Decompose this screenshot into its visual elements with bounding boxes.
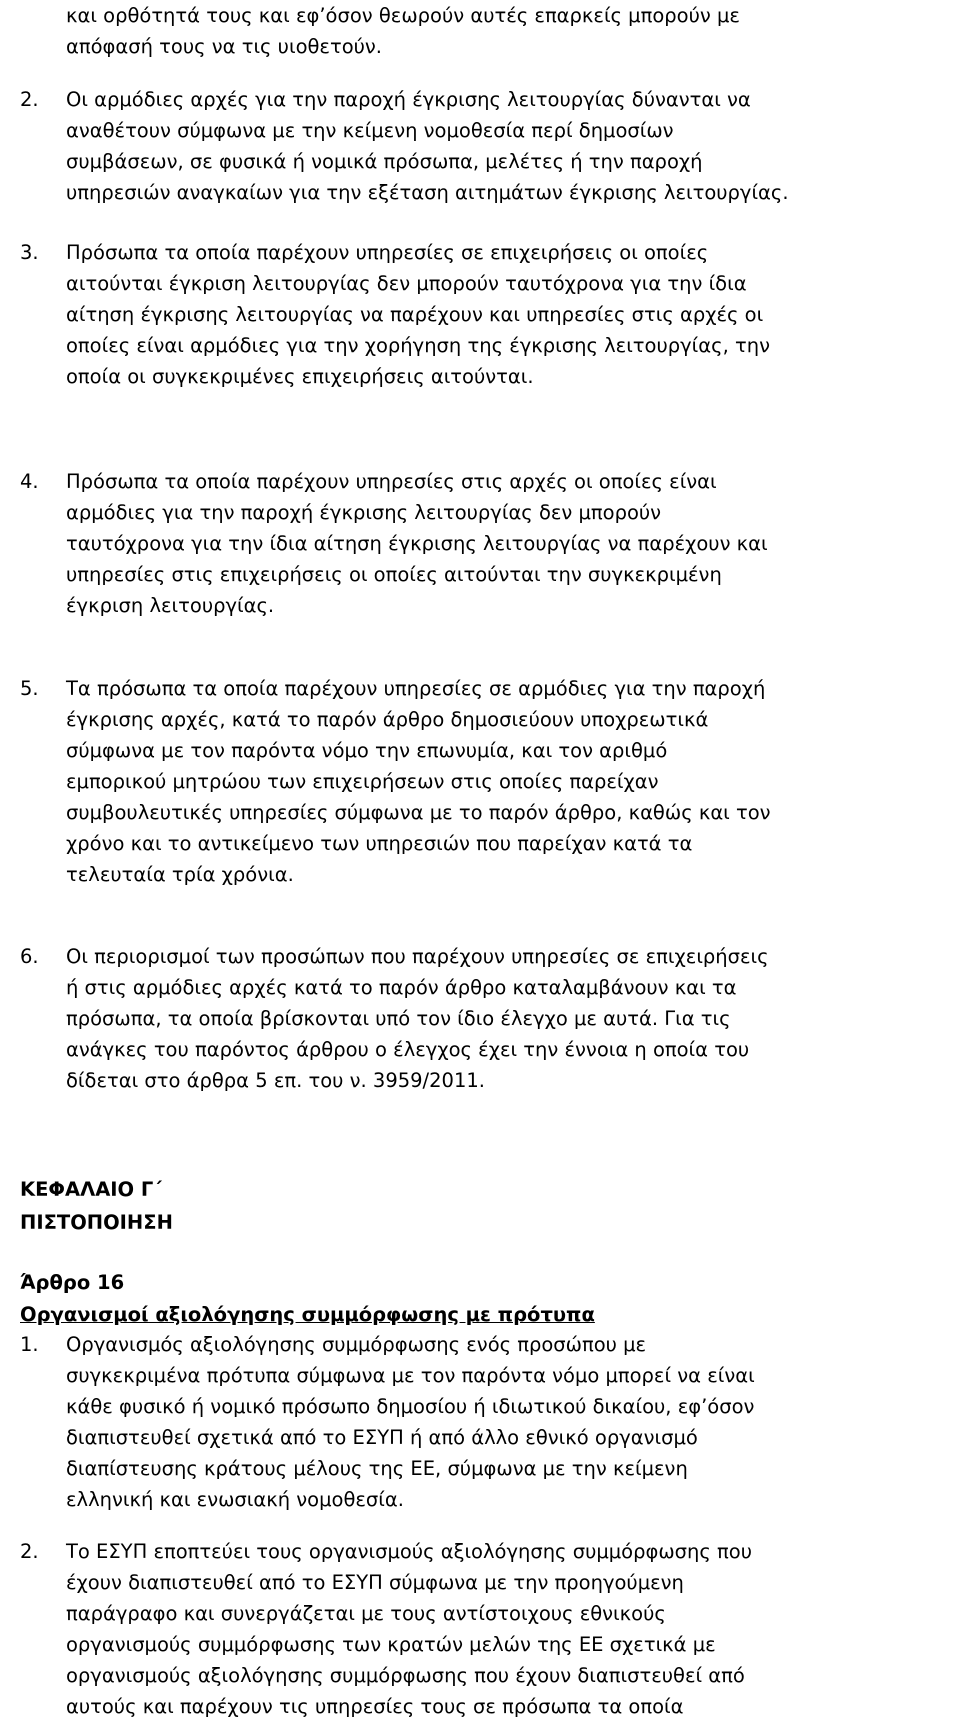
- paragraph-text: Οι αρμόδιες αρχές για την παροχή έγκρισης λειτουργίας δύνανται να αναθέτουν σύμφωνα με την κείμενη νομοθεσία περί δημοσίων συμβάσεων, σε φυσικά ή νομικά πρόσωπα, μελέτες ή την παροχή υπηρεσιών αναγκαίων για την εξέταση αιτημάτων έγκρισης λειτουργίας.: [66, 88, 789, 204]
- paragraph-text: Οι περιορισμοί των προσώπων που παρέχουν υπηρεσίες σε επιχειρήσεις ή στις αρμόδιες αρχές κατά το παρόν άρθρο καταλαμβάνουν και τα πρόσωπα, τα οποία βρίσκονται υπό τον ίδιο έλεγχο με αυτά. Για τις ανάγκες του παρόντος άρθρου ο έλεγχος έχει την έννοια η οποία του δίδεται στο άρθρα 5 επ. του ν. 3959/2011.: [66, 945, 769, 1092]
- paragraph-text: Το ΕΣΥΠ εποπτεύει τους οργανισμούς αξιολόγησης συμμόρφωσης που έχουν διαπιστευθεί από το ΕΣΥΠ σύμφωνα με την προηγούμενη παράγραφο και συνεργάζεται με τους αντίστοιχους εθνικούς οργανισμούς συμμόρφωσης των κρατών μελών της ΕΕ σχετικά με οργανισμούς αξιολόγησης συμμόρφωσης που έχουν διαπιστευθεί από αυτούς και παρέχουν τις υπηρεσίες τους σε πρόσωπα τα οποία: [66, 1540, 752, 1718]
- article-title: Οργανισμοί αξιολόγησης συμμόρφωσης με πρότυπα: [20, 1303, 595, 1326]
- paragraph-number: 4.: [20, 470, 39, 493]
- paragraph-number: 2.: [20, 1540, 39, 1563]
- paragraph-number: 6.: [20, 945, 39, 968]
- article-number: Άρθρο 16: [20, 1271, 125, 1294]
- paragraph-number: 2.: [20, 88, 39, 111]
- paragraph-number: 3.: [20, 241, 39, 264]
- chapter-subtitle: ΠΙΣΤΟΠΟΙΗΣΗ: [20, 1211, 173, 1234]
- paragraph-number: 1.: [20, 1333, 39, 1356]
- paragraph-text: Τα πρόσωπα τα οποία παρέχουν υπηρεσίες σε αρμόδιες για την παροχή έγκρισης αρχές, κατά το παρόν άρθρο δημοσιεύουν υποχρεωτικά σύμφωνα με τον παρόντα νόμο την επωνυμία, και τον αριθμό εμπορικού μητρώου των επιχειρήσεων στις οποίες παρείχαν συμβουλευτικές υπηρεσίες σύμφωνα με το παρόν άρθρο, καθώς και τον χρόνο και το αντικείμενο των υπηρεσιών που παρείχαν κατά τα τελευταία τρία χρόνια.: [66, 677, 771, 886]
- paragraph-text: Πρόσωπα τα οποία παρέχουν υπηρεσίες σε επιχειρήσεις οι οποίες αιτούνται έγκριση λειτουργίας δεν μπορούν ταυτόχρονα για την ίδια αίτηση έγκρισης λειτουργίας να παρέχουν και υπηρεσίες στις αρχές οι οποίες είναι αρμόδιες για την χορήγηση της έγκρισης λειτουργίας, την οποία οι συγκεκριμένες επιχειρήσεις αιτούνται.: [66, 241, 770, 388]
- paragraph-number: 5.: [20, 677, 39, 700]
- paragraph-text: Πρόσωπα τα οποία παρέχουν υπηρεσίες στις αρχές οι οποίες είναι αρμόδιες για την παροχή έγκρισης λειτουργίας δεν μπορούν ταυτόχρονα για την ίδια αίτηση έγκρισης λειτουργίας να παρέχουν και υπηρεσίες στις επιχειρήσεις οι οποίες αιτούνται την συγκεκριμένη έγκριση λειτουργίας.: [66, 470, 768, 617]
- intro-paragraph: και ορθότητά τους και εφ’όσον θεωρούν αυτές επαρκείς μπορούν με απόφασή τους να τις υιοθετούν.: [66, 4, 740, 58]
- paragraph-text: Οργανισμός αξιολόγησης συμμόρφωσης ενός προσώπου με συγκεκριμένα πρότυπα σύμφωνα με τον παρόντα νόμο μπορεί να είναι κάθε φυσικό ή νομικό πρόσωπο δημοσίου ή ιδιωτικού δικαίου, εφ’όσον διαπιστευθεί σχετικά από το ΕΣΥΠ ή από άλλο εθνικό οργανισμό διαπίστευσης κράτους μέλους της ΕΕ, σύμφωνα με την κείμενη ελληνική και ενωσιακή νομοθεσία.: [66, 1333, 755, 1511]
- chapter-title: ΚΕΦΑΛΑΙΟ Γ΄: [20, 1178, 162, 1201]
